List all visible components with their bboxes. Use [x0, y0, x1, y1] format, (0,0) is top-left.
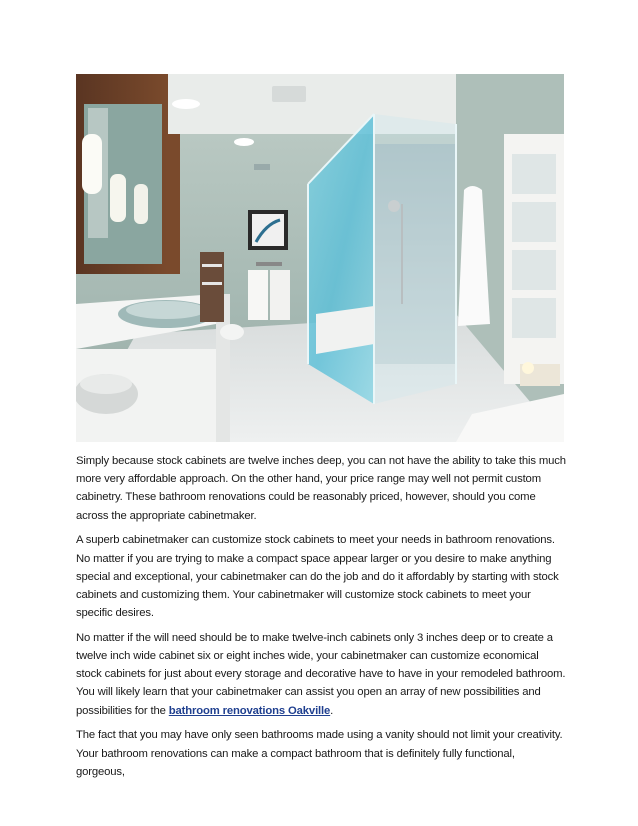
paragraph-3-period: . — [330, 704, 334, 717]
paragraph-4: The fact that you may have only seen bathrooms made using a vanity should not limit your creativity. Your bathroom renovations can make a compact bathroom that is definitely fully functional, gorgeous, — [76, 729, 563, 778]
paragraph-2: A superb cabinetmaker can customize stock cabinets to meet your needs in bathroom renovations. No matter if you are trying to make a compact space appear larger or you desire to make anything special and exceptional, your cabinetmaker can do the job and do it affordably by starting with stock cabinets and customizing them. Your cabinetmaker will customize stock cabinets to meet your specific desires. — [76, 534, 559, 620]
bathroom-renovations-oakville-link[interactable]: bathroom renovations Oakville — [168, 704, 331, 717]
bathroom-photo — [76, 74, 564, 442]
paragraph-3-text: No matter if the will need should be to make twelve-inch cabinets only 3 inches deep or to create a twelve inch wide cabinet six or eight inches wide, your cabinetmaker can customize economical stock cabinets for just about every storage and decorative have to have in your remodeled bathroom. You will likely learn that your cabinetmaker can assist you open an array of new possibilities and possibilities for the — [76, 631, 566, 717]
article-body — [76, 452, 566, 787]
paragraph-3 — [76, 629, 566, 720]
paragraph-1: Simply because stock cabinets are twelve inches deep, you can not have the ability to take this much more very affordable approach. On the other hand, your price range may well not permit custom cabinetry. These bathroom renovations could be reasonably priced, however, should you come across the appropriate cabinetmaker. — [76, 455, 566, 522]
